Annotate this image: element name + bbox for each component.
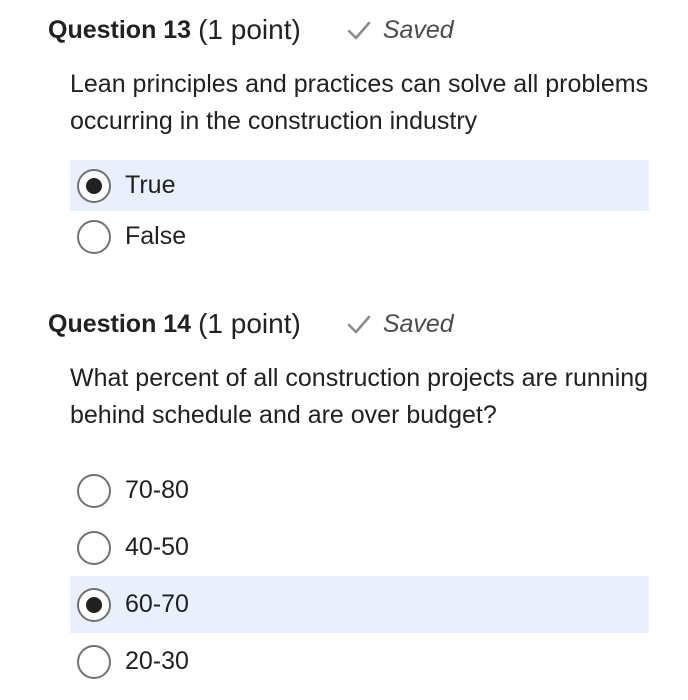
question-points: (1 point) bbox=[198, 308, 301, 339]
question-title: Question 13 bbox=[48, 15, 192, 44]
option-true[interactable] bbox=[70, 160, 649, 211]
radio-button[interactable] bbox=[77, 531, 111, 565]
radio-button[interactable] bbox=[77, 474, 111, 508]
option-label: False bbox=[125, 222, 187, 250]
radio-button[interactable] bbox=[77, 588, 111, 622]
option-label: 60-70 bbox=[125, 590, 189, 618]
check-icon bbox=[345, 312, 373, 336]
question-title: Question 14 bbox=[48, 309, 192, 338]
radio-button[interactable] bbox=[77, 169, 111, 203]
saved-label: Saved bbox=[382, 15, 454, 44]
option-false[interactable] bbox=[70, 211, 649, 262]
option-label: 70-80 bbox=[125, 476, 189, 504]
question-text: Lean principles and practices can solve all problems occurring in the construction industry bbox=[70, 70, 649, 135]
option-60-70[interactable] bbox=[70, 576, 649, 633]
question-header bbox=[48, 304, 454, 344]
saved-status bbox=[345, 16, 454, 45]
question-header bbox=[48, 10, 454, 50]
option-70-80[interactable] bbox=[70, 462, 649, 519]
question-points: (1 point) bbox=[198, 14, 301, 45]
option-40-50[interactable] bbox=[70, 519, 649, 576]
check-icon bbox=[345, 18, 373, 42]
saved-status bbox=[345, 310, 454, 339]
option-20-30[interactable] bbox=[70, 633, 649, 690]
radio-button[interactable] bbox=[77, 645, 111, 679]
answer-options bbox=[70, 462, 649, 690]
question-text: What percent of all construction projects are running behind schedule and are over budget? bbox=[70, 364, 649, 429]
radio-selected-dot bbox=[86, 597, 102, 613]
radio-selected-dot bbox=[86, 178, 102, 194]
option-label: True bbox=[125, 171, 176, 199]
answer-options bbox=[70, 160, 649, 262]
saved-label: Saved bbox=[382, 309, 454, 338]
radio-button[interactable] bbox=[77, 220, 111, 254]
option-label: 40-50 bbox=[125, 533, 189, 561]
option-label: 20-30 bbox=[125, 647, 189, 675]
